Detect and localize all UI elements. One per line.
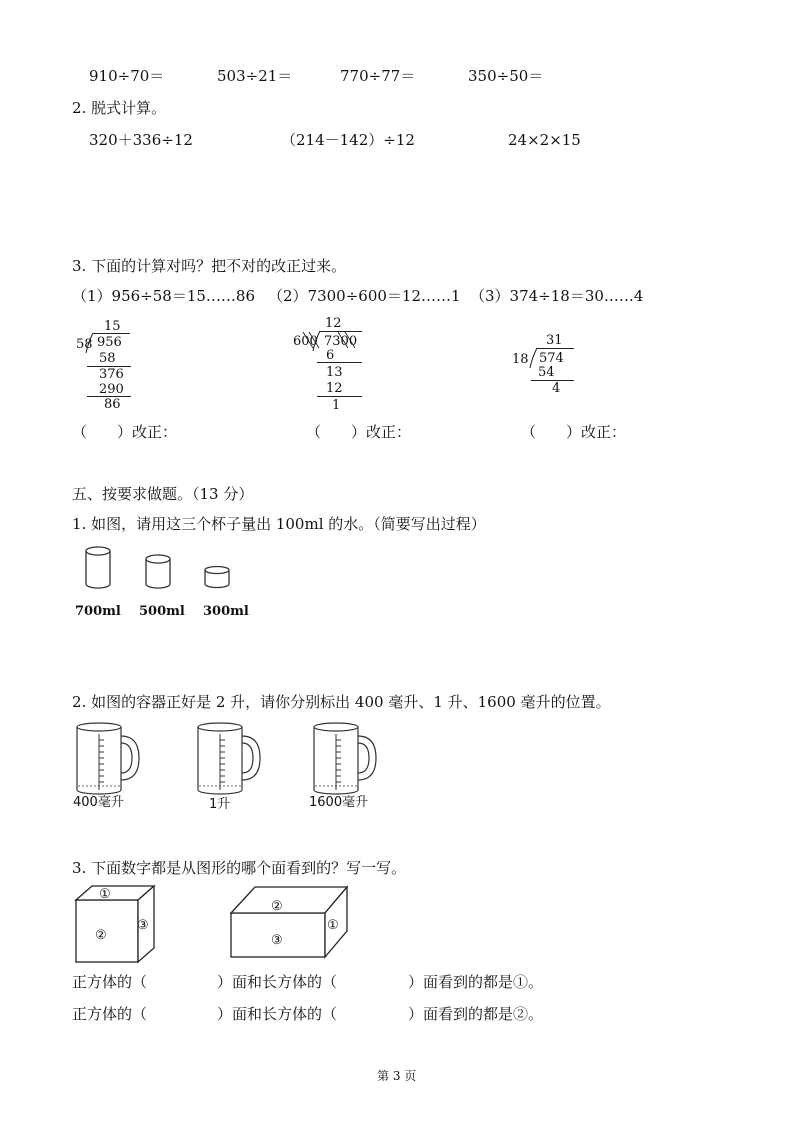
mug-label-1l: 1升: [209, 797, 231, 812]
correction-label-1: （ ）改正：: [72, 423, 178, 441]
cup-500ml-icon: [144, 554, 174, 590]
q3-title: 3. 下面的计算对吗？把不对的改正过来。: [72, 257, 347, 275]
division-problem-1: 910÷70＝: [89, 67, 165, 85]
dividend: 956: [97, 335, 122, 350]
fill-line-2-part1: 正方体的（: [72, 1005, 148, 1023]
quotient: 31: [546, 333, 563, 348]
cube-front-label: ②: [95, 928, 107, 943]
step: 376: [99, 367, 124, 382]
q3-item-1: （1）956÷58＝15……86: [72, 287, 256, 305]
step: 58: [99, 351, 116, 366]
divisor: 58: [76, 337, 93, 352]
division-problem-3: 770÷77＝: [340, 67, 416, 85]
measuring-mug-icon: [75, 722, 143, 798]
cup-label-300ml: 300ml: [203, 604, 249, 619]
q2-title: 2. 脱式计算。: [72, 99, 167, 117]
division-problem-2: 503÷21＝: [217, 67, 293, 85]
step: 1: [332, 398, 341, 413]
dividend: 574: [539, 351, 564, 366]
divisor: 600: [293, 334, 318, 349]
cup-label-700ml: 700ml: [75, 604, 121, 619]
dividend: 7300: [324, 334, 358, 349]
quotient: 15: [104, 319, 121, 334]
mug-label-1600ml: 1600毫升: [309, 795, 369, 810]
q3-item-2: （2）7300÷600＝12……1: [268, 287, 461, 305]
cube-top-label: ①: [99, 887, 111, 902]
mug-label-400ml: 400毫升: [73, 795, 124, 810]
cuboid-front-label: ③: [271, 933, 283, 948]
step: 4: [552, 381, 561, 396]
step: 86: [104, 397, 121, 412]
quotient: 12: [325, 316, 342, 331]
division-bar: [537, 348, 574, 349]
fill-line-1-part1: 正方体的（: [72, 973, 148, 991]
correction-label-3: （ ）改正：: [521, 423, 627, 441]
fill-line-2-part2: ）面和长方体的（: [217, 1005, 338, 1023]
step: 6: [326, 348, 335, 363]
fill-line-1-part2: ）面和长方体的（: [217, 973, 338, 991]
step-line: [317, 362, 362, 363]
cup-label-500ml: 500ml: [139, 604, 185, 619]
divisor: 18: [512, 352, 529, 367]
correction-label-2: （ ）改正：: [306, 423, 412, 441]
sec5-q3-title: 3. 下面数字都是从图形的哪个面看到的？写一写。: [72, 859, 407, 877]
q3-item-3: （3）374÷18＝30……4: [470, 287, 644, 305]
section-5-title: 五、按要求做题。（13 分）: [72, 485, 254, 503]
measuring-mug-icon: [312, 722, 380, 798]
page-number: 第 3 页: [377, 1069, 417, 1083]
division-problem-4: 350÷50＝: [468, 67, 544, 85]
step: 54: [538, 365, 555, 380]
measuring-mug-icon: [196, 722, 264, 798]
q2-expression-3: 24×2×15: [508, 131, 581, 149]
sec5-q1-title: 1. 如图，请用这三个杯子量出 100ml 的水。（简要写出过程）: [72, 515, 486, 533]
fill-line-2-part3: ）面看到的都是②。: [408, 1005, 544, 1023]
cup-700ml-icon: [84, 545, 114, 590]
cuboid-side-label: ①: [327, 918, 339, 933]
sec5-q2-title: 2. 如图的容器正好是 2 升，请你分别标出 400 毫升、1 升、1600 毫升的位置。: [72, 693, 611, 711]
cube-side-label: ③: [137, 918, 149, 933]
q2-expression-1: 320＋336÷12: [89, 131, 193, 149]
fill-line-1-part3: ）面看到的都是①。: [408, 973, 544, 991]
cuboid-top-label: ②: [271, 899, 283, 914]
step: 12: [326, 381, 343, 396]
cup-300ml-icon: [203, 566, 233, 590]
q2-expression-2: （214－142）÷12: [281, 131, 415, 149]
step: 13: [326, 365, 343, 380]
step: 290: [99, 382, 124, 397]
